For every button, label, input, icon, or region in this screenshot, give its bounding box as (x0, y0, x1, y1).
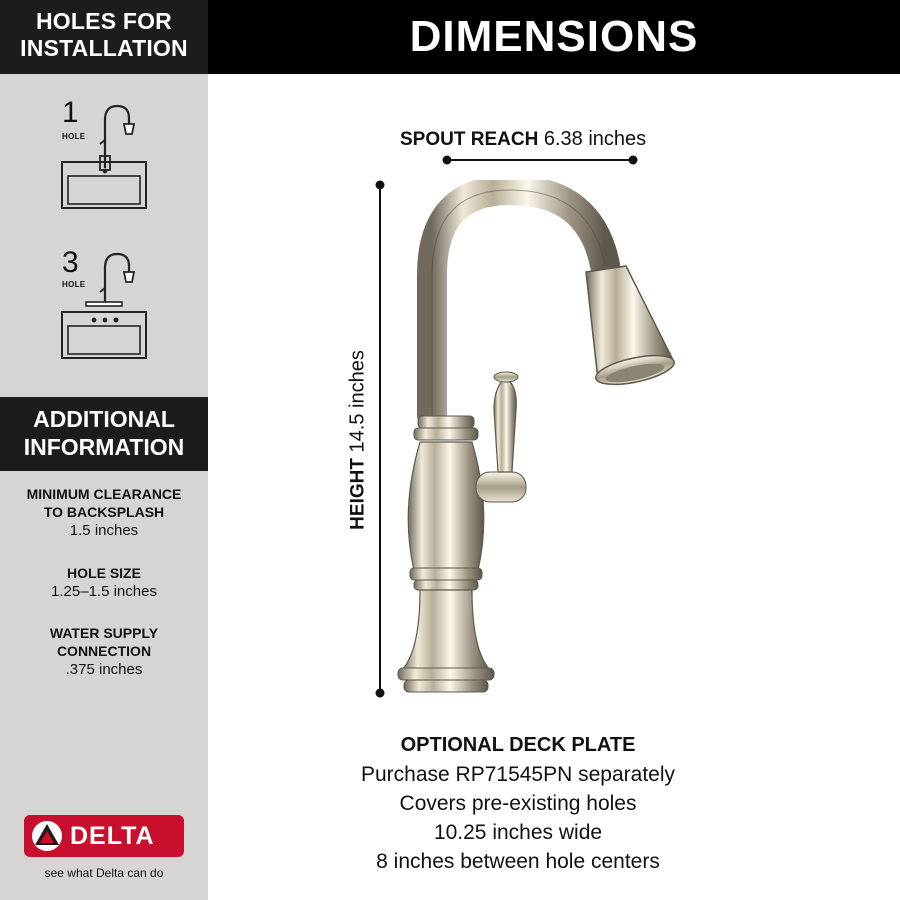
holes-for-installation-heading (0, 0, 208, 74)
spout-reach-dimension-line (440, 152, 640, 168)
height-dimension-line (370, 178, 390, 700)
three-hole-number: 3 (62, 246, 79, 279)
installation-sidebar (0, 0, 208, 900)
water-supply-title-line2: CONNECTION (56, 643, 152, 659)
optional-deck-plate-section (308, 730, 728, 876)
three-hole-label: HOLE (62, 280, 86, 289)
additional-heading-line1: ADDITIONAL (33, 406, 175, 432)
deck-plate-title: OPTIONAL DECK PLATE (400, 734, 636, 756)
dimensions-heading: DIMENSIONS (208, 0, 900, 74)
delta-tagline: see what Delta can do (44, 866, 164, 880)
water-supply-title-line1: WATER SUPPLY (49, 625, 159, 641)
additional-information-heading (0, 397, 208, 471)
min-clearance-title-line1: MINIMUM CLEARANCE (26, 486, 182, 502)
deck-plate-line: 8 inches between hole centers (376, 850, 660, 873)
delta-logo (24, 815, 184, 857)
hole-size-title: HOLE SIZE (67, 565, 141, 581)
height-value: 14.5 inches (346, 350, 369, 453)
min-clearance-value: 1.5 inches (69, 522, 139, 539)
deck-plate-line: Covers pre-existing holes (399, 792, 637, 815)
min-clearance-title-line2: TO BACKSPLASH (43, 504, 165, 520)
holes-heading-line2: INSTALLATION (20, 35, 188, 61)
delta-triangle-icon (30, 819, 64, 853)
one-hole-label: HOLE (62, 132, 86, 141)
one-hole-sink-icon (60, 96, 150, 212)
one-hole-number: 1 (62, 96, 79, 129)
height-label (347, 350, 370, 530)
holes-heading-line1: HOLES FOR (36, 8, 172, 34)
spout-reach-label (400, 126, 646, 153)
spout-reach-value: 6.38 inches (543, 128, 647, 150)
faucet-product-image (390, 180, 690, 705)
three-hole-sink-icon (60, 248, 150, 362)
height-title: HEIGHT (347, 458, 369, 530)
deck-plate-line: Purchase RP71545PN separately (360, 763, 675, 786)
delta-wordmark: DELTA (70, 821, 155, 850)
additional-heading-line2: INFORMATION (23, 434, 185, 460)
hole-size-value: 1.25–1.5 inches (51, 583, 157, 600)
deck-plate-line: 10.25 inches wide (433, 821, 603, 844)
spout-reach-title: SPOUT REACH (400, 129, 539, 150)
water-supply-value: .375 inches (65, 661, 143, 678)
